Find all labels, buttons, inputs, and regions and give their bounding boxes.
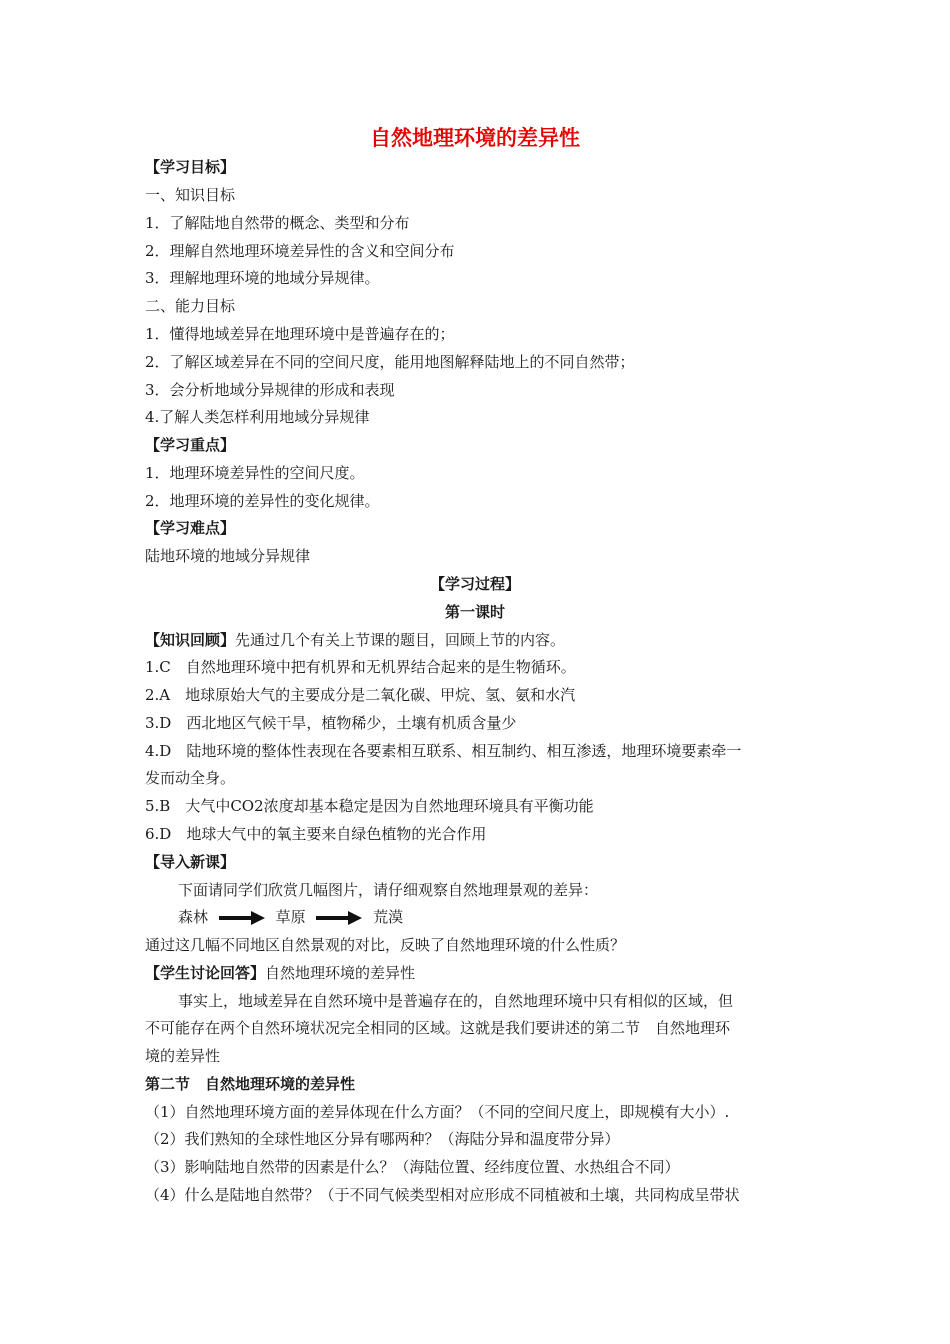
difficulty-text: 陆地环境的地域分异规律 [145, 547, 311, 565]
knowledge-header: 一、知识目标 [145, 186, 236, 204]
ability-item: 2．了解区域差异在不同的空间尺度，能用地图解释陆地上的不同自然带； [145, 353, 635, 371]
discuss-text: 自然地理环境的差异性 [265, 964, 416, 982]
answer-line: 5.B 大气中CO2浓度却基本稳定是因为自然地理环境具有平衡功能 [145, 797, 594, 815]
question-line: （3）影响陆地自然带的因素是什么？（海陆位置、经纬度位置、水热组合不同） [145, 1158, 680, 1176]
right-arrow-icon [316, 910, 362, 926]
knowledge-item: 1．了解陆地自然带的概念、类型和分布 [145, 214, 410, 232]
discuss-line [145, 963, 815, 983]
answer-line: 6.D 地球大气中的氧主要来自绿色植物的光合作用 [145, 825, 487, 843]
question-line: （4）什么是陆地自然带？（于不同气候类型相对应形成不同植被和土壤，共同构成呈带状 [145, 1186, 740, 1204]
review-label: 【知识回顾】 [145, 631, 236, 649]
flow-forest: 森林 [178, 908, 209, 926]
ability-item: 3．会分析地域分异规律的形成和表现 [145, 381, 395, 399]
intro-header: 【导入新课】 [145, 853, 236, 871]
flow-grassland: 草原 [275, 908, 306, 926]
flow-desert: 荒漠 [373, 908, 404, 926]
discuss-label: 【学生讨论回答】 [145, 964, 266, 982]
focus-item: 1．地理环境差异性的空间尺度。 [145, 464, 365, 482]
right-arrow-icon [219, 910, 265, 926]
goals-header: 【学习目标】 [145, 158, 236, 176]
section-title: 第二节 自然地理环境的差异性 [145, 1075, 356, 1093]
intro-question: 通过这几幅不同地区自然景观的对比，反映了自然地理环境的什么性质？ [145, 936, 626, 954]
ability-header: 二、能力目标 [145, 297, 236, 315]
paragraph-line: 境的差异性 [145, 1047, 221, 1065]
focus-item: 2．地理环境的差异性的变化规律。 [145, 492, 380, 510]
answer-line: 3.D 西北地区气候干旱，植物稀少，土壤有机质含量少 [145, 714, 517, 732]
process-header: 【学习过程】 [429, 575, 520, 593]
question-line: （1）自然地理环境方面的差异体现在什么方面？（不同的空间尺度上，即规模有大小）. [145, 1103, 730, 1121]
landscape-flow [178, 907, 848, 927]
paragraph-line: 不可能存在两个自然环境状况完全相同的区域。这就是我们要讲述的第二节 自然地理环 [145, 1019, 731, 1037]
focus-header: 【学习重点】 [145, 436, 236, 454]
answer-line: 发而动全身。 [145, 769, 236, 787]
review-line [145, 630, 815, 650]
answer-line: 1.C 自然地理环境中把有机界和无机界结合起来的是生物循环。 [145, 658, 576, 676]
intro-text: 下面请同学们欣赏几幅图片，请仔细观察自然地理景观的差异： [178, 881, 599, 899]
difficulty-header: 【学习难点】 [145, 519, 236, 537]
review-text: 先通过几个有关上节课的题目，回顾上节的内容。 [235, 631, 566, 649]
answer-line: 4.D 陆地环境的整体性表现在各要素相互联系、相互制约、相互渗透，地理环境要素牵一 [145, 742, 742, 760]
knowledge-item: 3．理解地理环境的地域分异规律。 [145, 269, 380, 287]
ability-item: 1．懂得地域差异在地理环境中是普遍存在的； [145, 325, 455, 343]
lesson-title: 第一课时 [444, 603, 505, 621]
document-title: 自然地理环境的差异性 [370, 126, 580, 150]
ability-item: 4.了解人类怎样利用地域分异规律 [145, 408, 370, 426]
knowledge-item: 2．理解自然地理环境差异性的含义和空间分布 [145, 242, 455, 260]
paragraph-line: 事实上，地域差异在自然环境中是普遍存在的，自然地理环境中只有相似的区域，但 [178, 992, 734, 1010]
question-line: （2）我们熟知的全球性地区分异有哪两种？（海陆分异和温度带分异） [145, 1130, 620, 1148]
answer-line: 2.A 地球原始大气的主要成分是二氧化碳、甲烷、氢、氨和水汽 [145, 686, 576, 704]
